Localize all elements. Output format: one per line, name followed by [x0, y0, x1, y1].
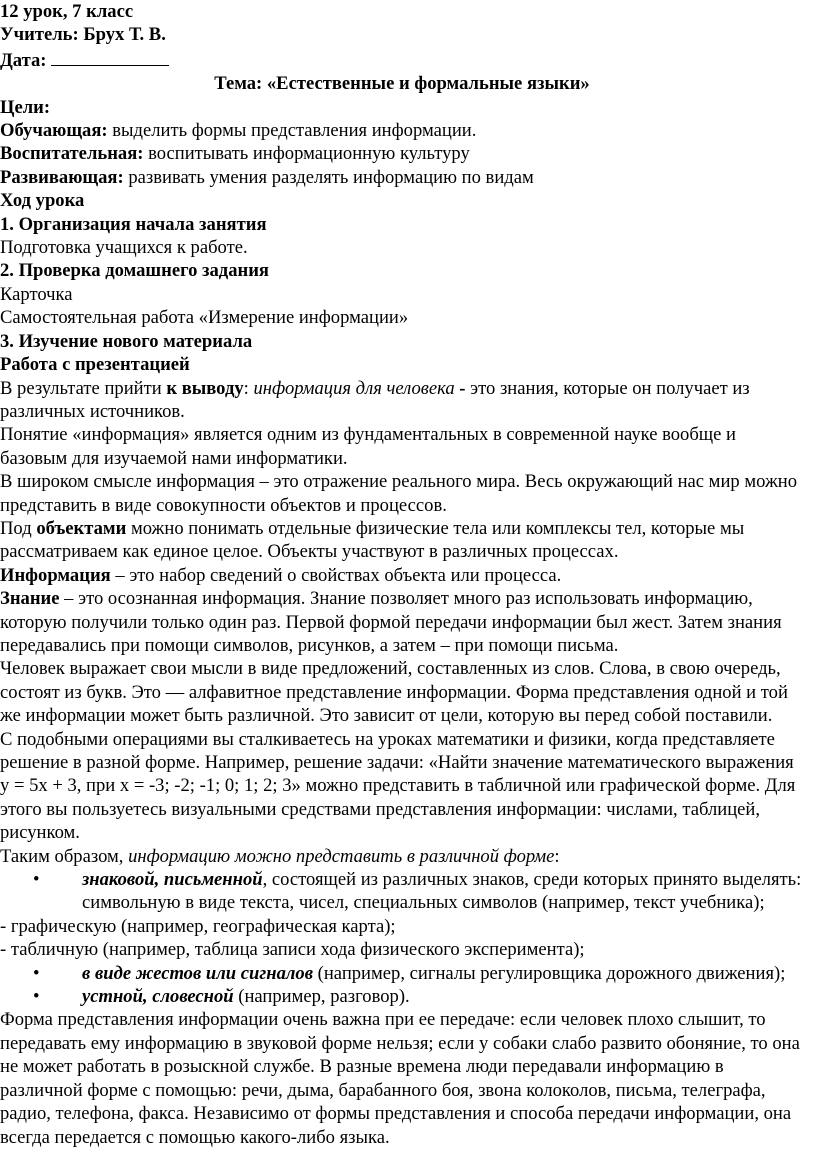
paragraph-concept: Понятие «информация» является одним из фундаментальных в современной науке вообще и базовым для изучаемой нами информатики.	[0, 424, 736, 469]
list-item: • в виде жестов или сигналов (например, сигналы регулировщика дорожного движения);	[33, 962, 786, 984]
goal-teaching: Обучающая: выделить формы представления информации.	[0, 120, 477, 142]
paragraph-alphabet: Человек выражает свои мысли в виде предложений, составленных из слов. Слова, в свою очередь, состоят из букв. Это — алфавитное представление информации. Форма представления одной и той же информации может быть различной. Это зависит от цели, которую вы перед собой поставили.	[0, 658, 788, 727]
forms-list-1	[0, 868, 804, 915]
date-line: Дата:	[0, 47, 804, 72]
section-2-line-1: Карточка	[0, 283, 73, 305]
bullet-icon: •	[33, 986, 40, 1008]
dash-item-graphic: - графическую (например, географическая карта);	[0, 915, 396, 937]
goal-educational: Воспитательная: воспитывать информационную культуру	[0, 143, 470, 165]
section-1-text: Подготовка учащихся к работе.	[0, 237, 248, 259]
dash-item-table: - табличную (например, таблица записи хода физического эксперимента);	[0, 939, 585, 961]
paragraph-conclusion: В результате прийти к выводу: информация для человека - это знания, которые он получает из различных источников.	[0, 377, 750, 422]
section-3-title: 3. Изучение нового материала	[0, 330, 253, 352]
goals-heading: Цели:	[0, 96, 51, 118]
paragraph-forms-intro: Таким образом, информацию можно представить в различной форме:	[0, 845, 560, 867]
paragraph-operations: С подобными операциями вы сталкиваетесь на уроках математики и физики, когда представляете решение в разной форме. Например, решение задачи: «Найти значение математического выражения y = 5x + 3, при x = -3; -2; -1; 0; 1; 2; 3» можно представить в табличной или графической форме. Для этого вы пользуетесь визуальными средствами представления информации: числами, таблицей, рисунком.	[0, 728, 796, 844]
section-3-subtitle: Работа с презентацией	[0, 354, 190, 376]
paragraph-information: Информация – это набор сведений о свойствах объекта или процесса.	[0, 564, 562, 586]
list-item: • устной, словесной (например, разговор).	[33, 986, 410, 1008]
paragraph-broad-sense: В широком смысле информация – это отражение реального мира. Весь окружающий нас мир можно представить в виде совокупности объектов и процессов.	[0, 471, 798, 516]
paragraph-objects: Под объектами можно понимать отдельные физические тела или комплексы тел, которые мы рассматриваем как единое целое. Объекты участвуют в различных процессах.	[0, 517, 745, 563]
paragraph-knowledge: Знание – это осознанная информация. Знание позволяет много раз использовать информацию, которую получили только один раз. Первой формой передачи информации был жест. Затем знания передавались при помощи символов, рисунков, а затем – при помощи письма.	[0, 588, 782, 656]
date-blank	[51, 47, 169, 66]
section-1-title: 1. Организация начала занятия	[0, 213, 267, 235]
teacher-line: Учитель: Брух Т. В.	[0, 24, 166, 46]
bullet-icon: •	[33, 869, 40, 891]
topic-title: Тема: «Естественные и формальные языки»	[214, 73, 590, 95]
goal-developing: Развивающая: развивать умения разделять информацию по видам	[0, 166, 534, 188]
list-item: • знаковой, письменной, состоящей из различных знаков, среди которых принято выделять: символьную в виде текста, чисел, специальных символов (например, текст учебника);	[33, 869, 802, 914]
bullet-icon: •	[33, 962, 40, 984]
forms-list-2	[0, 962, 804, 1009]
lesson-line: 12 урок, 7 класс	[0, 1, 134, 22]
section-2-line-2: Самостоятельная работа «Измерение информации»	[0, 307, 409, 329]
section-2-title: 2. Проверка домашнего задания	[0, 260, 269, 282]
paragraph-importance: Форма представления информации очень важна при ее передаче: если человек плохо слышит, то передавать ему информацию в звуковой форме нельзя; если у собаки слабо развито обоняние, то она не может работать в розыскной службе. В разные времена люди передавали информацию в различной форме с помощью: речи, дыма, барабанного боя, звона колоколов, письма, телеграфа, радио, телефона, факса. Независимо от формы представления и способа передачи информации, она всегда передается с помощью какого-либо языка.	[0, 1009, 800, 1148]
course-heading: Ход урока	[0, 190, 85, 212]
